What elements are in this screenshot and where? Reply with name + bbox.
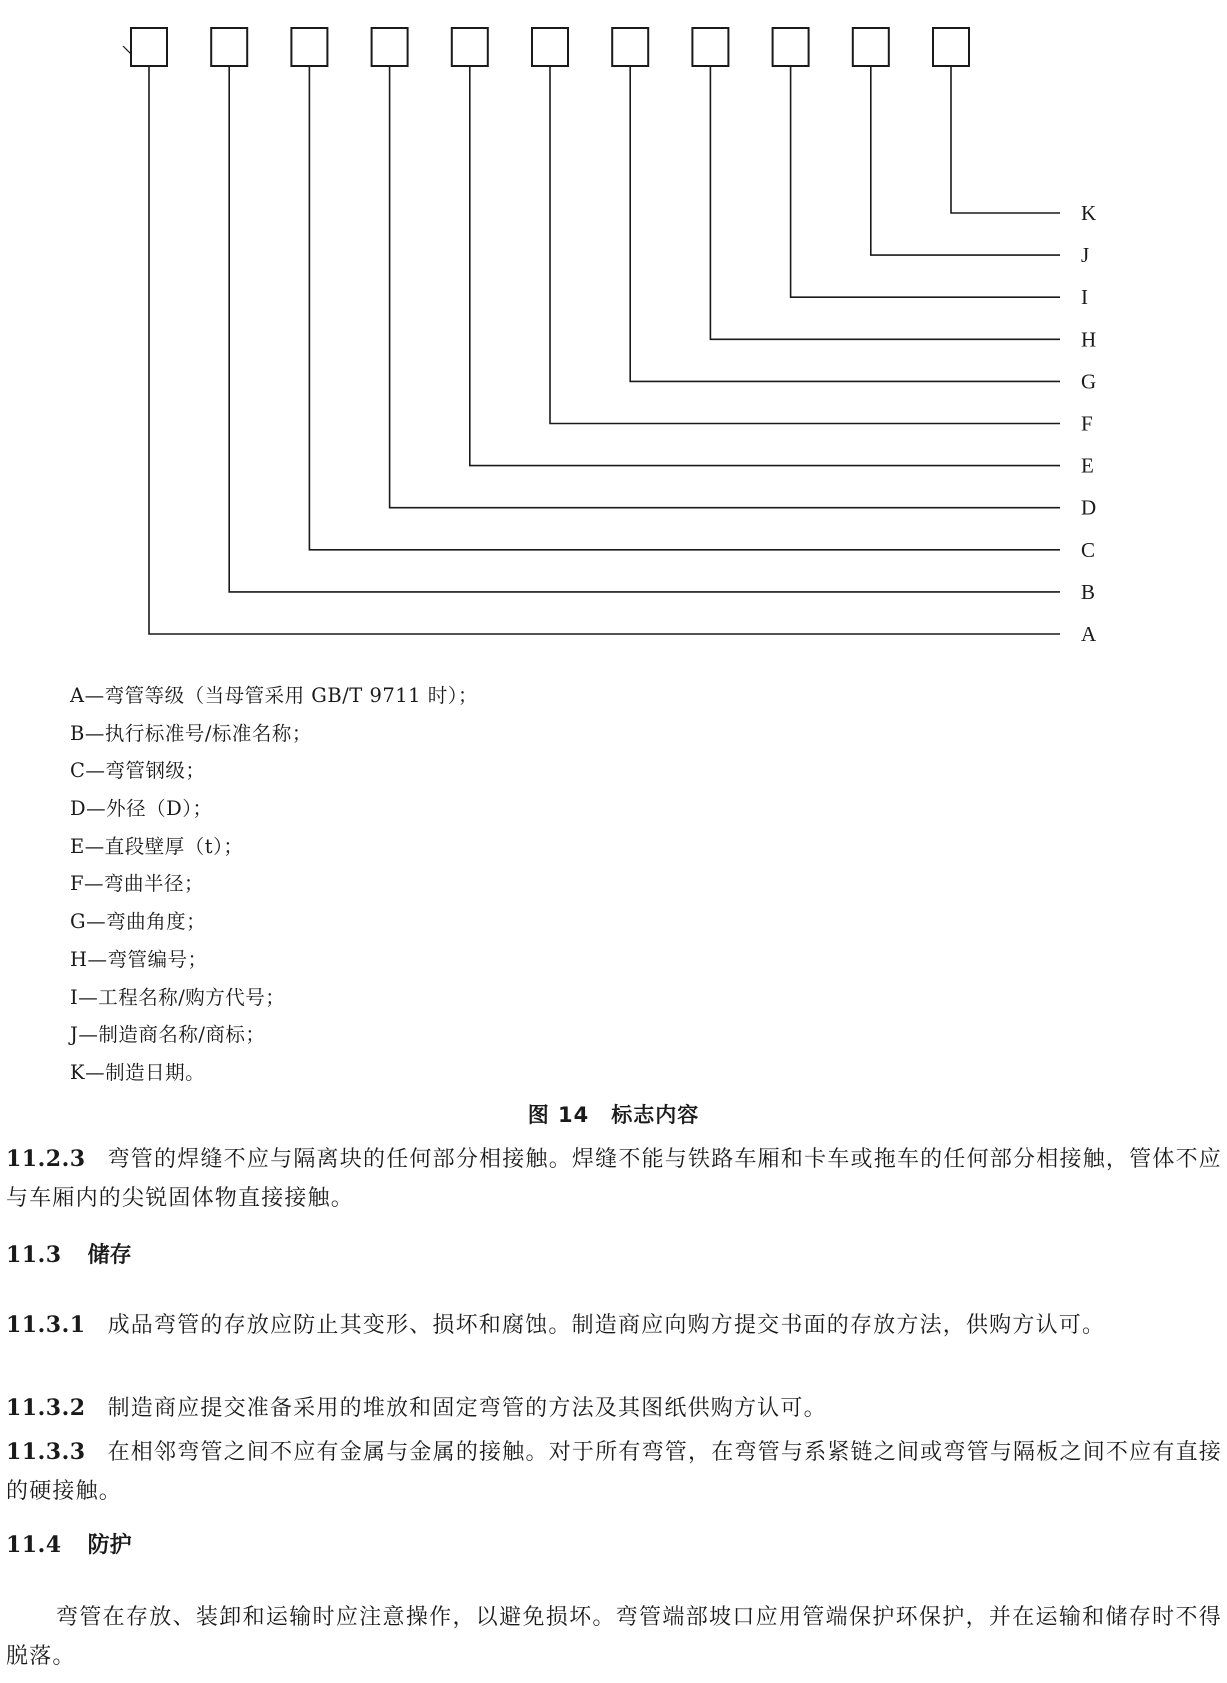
legend-item-c: C—弯管钢级； [70,759,206,783]
legend-item-f: F—弯曲半径； [70,872,205,896]
section-11-3-1 [6,1306,1222,1345]
legend-item-a: A—弯管等级（当母管采用 GB/T 9711 时）； [70,684,479,707]
field-box-j [853,28,889,66]
leader-line-d [390,66,1060,508]
section-title: 储存 [87,1243,132,1268]
heading-11-4 [6,1526,132,1565]
marking-diagram [0,0,1227,660]
figure-title: 标志内容 [611,1103,700,1127]
field-box-k [933,28,969,66]
legend-item-i: I—工程名称/购方代号； [70,985,286,1009]
legend-item-g: G—弯曲角度； [70,910,207,934]
field-label-b: B [1081,579,1096,604]
field-label-h: H [1081,327,1097,352]
figure-number: 图 14 [527,1103,590,1127]
section-number: 11.3.1 [6,1312,86,1338]
section-number: 11.3.3 [6,1439,86,1465]
leader-line-f [550,66,1060,424]
field-label-a: A [1081,622,1097,646]
field-box-e [452,28,488,66]
field-label-c: C [1081,537,1096,562]
legend-item-e: E—直段壁厚（t）； [70,834,244,858]
tick-mark [123,46,131,54]
leader-line-c [309,66,1060,550]
section-number: 11.2.3 [6,1146,86,1172]
leader-line-k [951,66,1060,213]
legend-item-b: B—执行标准号/标准名称； [70,721,312,745]
leader-line-a [149,66,1060,634]
legend-item-d: D—外径（D）； [70,797,213,821]
field-label-e: E [1081,453,1094,478]
section-11-3-2 [6,1389,1222,1428]
field-box-h [692,28,728,66]
section-text: 在相邻弯管之间不应有金属与金属的接触。对于所有弯管，在弯管与系紧链之间或弯管与隔板之间不应有直接的硬接触。 [6,1440,1222,1504]
field-label-g: G [1081,369,1097,394]
legend-item-k: K—制造日期。 [70,1060,206,1084]
section-11-2-3 [6,1140,1222,1218]
field-box-d [372,28,408,66]
leader-line-g [630,66,1060,381]
section-number: 11.3.2 [6,1395,86,1421]
legend-list [70,677,478,1092]
field-box-f [532,28,568,66]
leader-line-e [470,66,1060,466]
field-label-f: F [1081,411,1093,436]
field-label-k: K [1081,201,1097,225]
section-title: 防护 [87,1533,132,1558]
field-label-d: D [1081,495,1097,520]
section-number: 11.3 [6,1242,62,1268]
leader-line-j [871,66,1060,255]
section-text: 弯管的焊缝不应与隔离块的任何部分相接触。焊缝不能与铁路车厢和卡车或拖车的任何部分相接触，管体不应与车厢内的尖锐固体物直接接触。 [6,1147,1222,1211]
section-text: 制造商应提交准备采用的堆放和固定弯管的方法及其图纸供购方认可。 [107,1396,827,1421]
legend-item-j: J—制造商名称/商标； [70,1023,266,1047]
section-11-4-paragraph: 弯管在存放、装卸和运输时应注意操作，以避免损坏。弯管端部坡口应用管端保护环保护，并在运输和储存时不得脱落。 [6,1605,1222,1669]
leader-line-b [229,66,1060,592]
section-11-3-3 [6,1433,1222,1511]
field-box-b [211,28,247,66]
heading-11-3 [6,1236,132,1275]
field-box-a [131,28,167,66]
field-box-g [612,28,648,66]
field-box-c [291,28,327,66]
field-label-i: I [1081,285,1088,310]
leader-line-i [791,66,1060,297]
leader-line-h [710,66,1060,339]
figure-caption [0,1099,1227,1129]
section-text: 成品弯管的存放应防止其变形、损坏和腐蚀。制造商应向购方提交书面的存放方法，供购方认可。 [107,1313,1106,1338]
legend-item-h: H—弯管编号； [70,947,208,971]
field-box-i [773,28,809,66]
section-number: 11.4 [6,1532,62,1558]
field-label-j: J [1081,243,1090,268]
